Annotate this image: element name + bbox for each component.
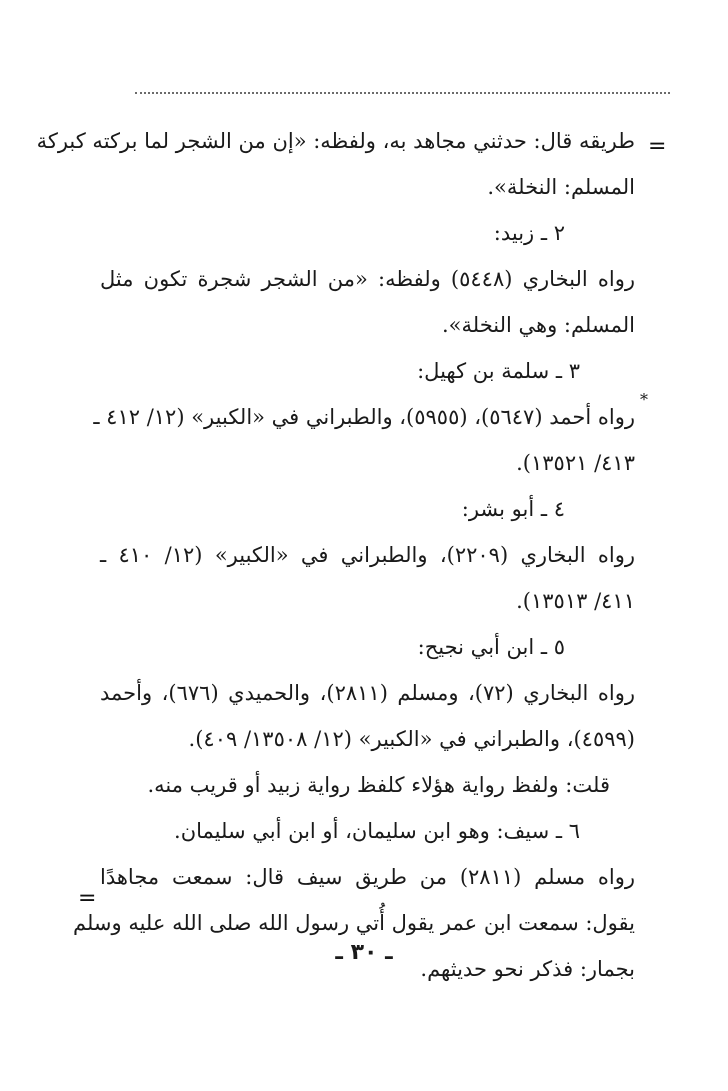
page-number: ـ ٣٠ ـ: [335, 940, 393, 965]
continuation-mark-bottom: =: [78, 886, 97, 911]
text-line-18: يقول: سمعت ابن عمر يقول أُتي رسول الله صلى الله عليه وسلم: [72, 911, 635, 935]
section-heading-abu-bishr: ٤ ـ أبو بشر:: [461, 497, 565, 521]
text-line-10: رواه البخاري (٢٢٠٩)، والطبراني في «الكبير» (١٢/ ٤١٠ ـ: [100, 543, 636, 567]
footnote-star: *: [640, 390, 648, 409]
text-line-2: المسلم: النخلة».: [487, 175, 635, 199]
text-line-13: رواه البخاري (٧٢)، ومسلم (٢٨١١)، والحميدي (٦٧٦)، وأحمد: [100, 681, 635, 705]
section-heading-ibn-abi-najih: ٥ ـ ابن أبي نجيح:: [417, 635, 565, 659]
text-line-15: قلت: ولفظ رواية هؤلاء كلفظ رواية زبيد أو قريب منه.: [147, 773, 610, 797]
text-line-4: رواه البخاري (٥٤٤٨) ولفظه: «من الشجر شجرة تكون مثل: [100, 267, 635, 291]
page-body: [36, 118, 636, 992]
text-line-17: رواه مسلم (٢٨١١) من طريق سيف قال: سمعت مجاهدًا: [100, 865, 636, 889]
text-line-8: ٤١٣/ ١٣٥٢١).: [516, 451, 635, 475]
continuation-mark-top: =: [648, 134, 667, 159]
section-heading-zubaid: ٢ ـ زبيد:: [493, 221, 565, 245]
text-line-14: (٤٥٩٩)، والطبراني في «الكبير» (١٢/ ١٣٥٠٨/ ٤٠٩).: [188, 727, 635, 751]
text-line-1: طريقه قال: حدثني مجاهد به، ولفظه: «إن من الشجر لما بركته كبركة: [36, 129, 635, 153]
section-heading-salama: ٣ ـ سلمة بن كهيل:: [417, 359, 580, 383]
text-line-5: المسلم: وهي النخلة».: [441, 313, 635, 337]
text-line-11: ٤١١/ ١٣٥١٣).: [516, 589, 635, 613]
text-line-7: رواه أحمد (٥٦٤٧)، (٥٩٥٥)، والطبراني في «الكبير» (١٢/ ٤١٢ ـ: [93, 405, 635, 429]
text-line-19: بجمار: فذكر نحو حديثهم.: [420, 957, 635, 981]
section-heading-saif: ٦ ـ سيف: وهو ابن سليمان، أو ابن أبي سليمان.: [174, 819, 580, 843]
header-dotted-rule: [135, 92, 670, 94]
